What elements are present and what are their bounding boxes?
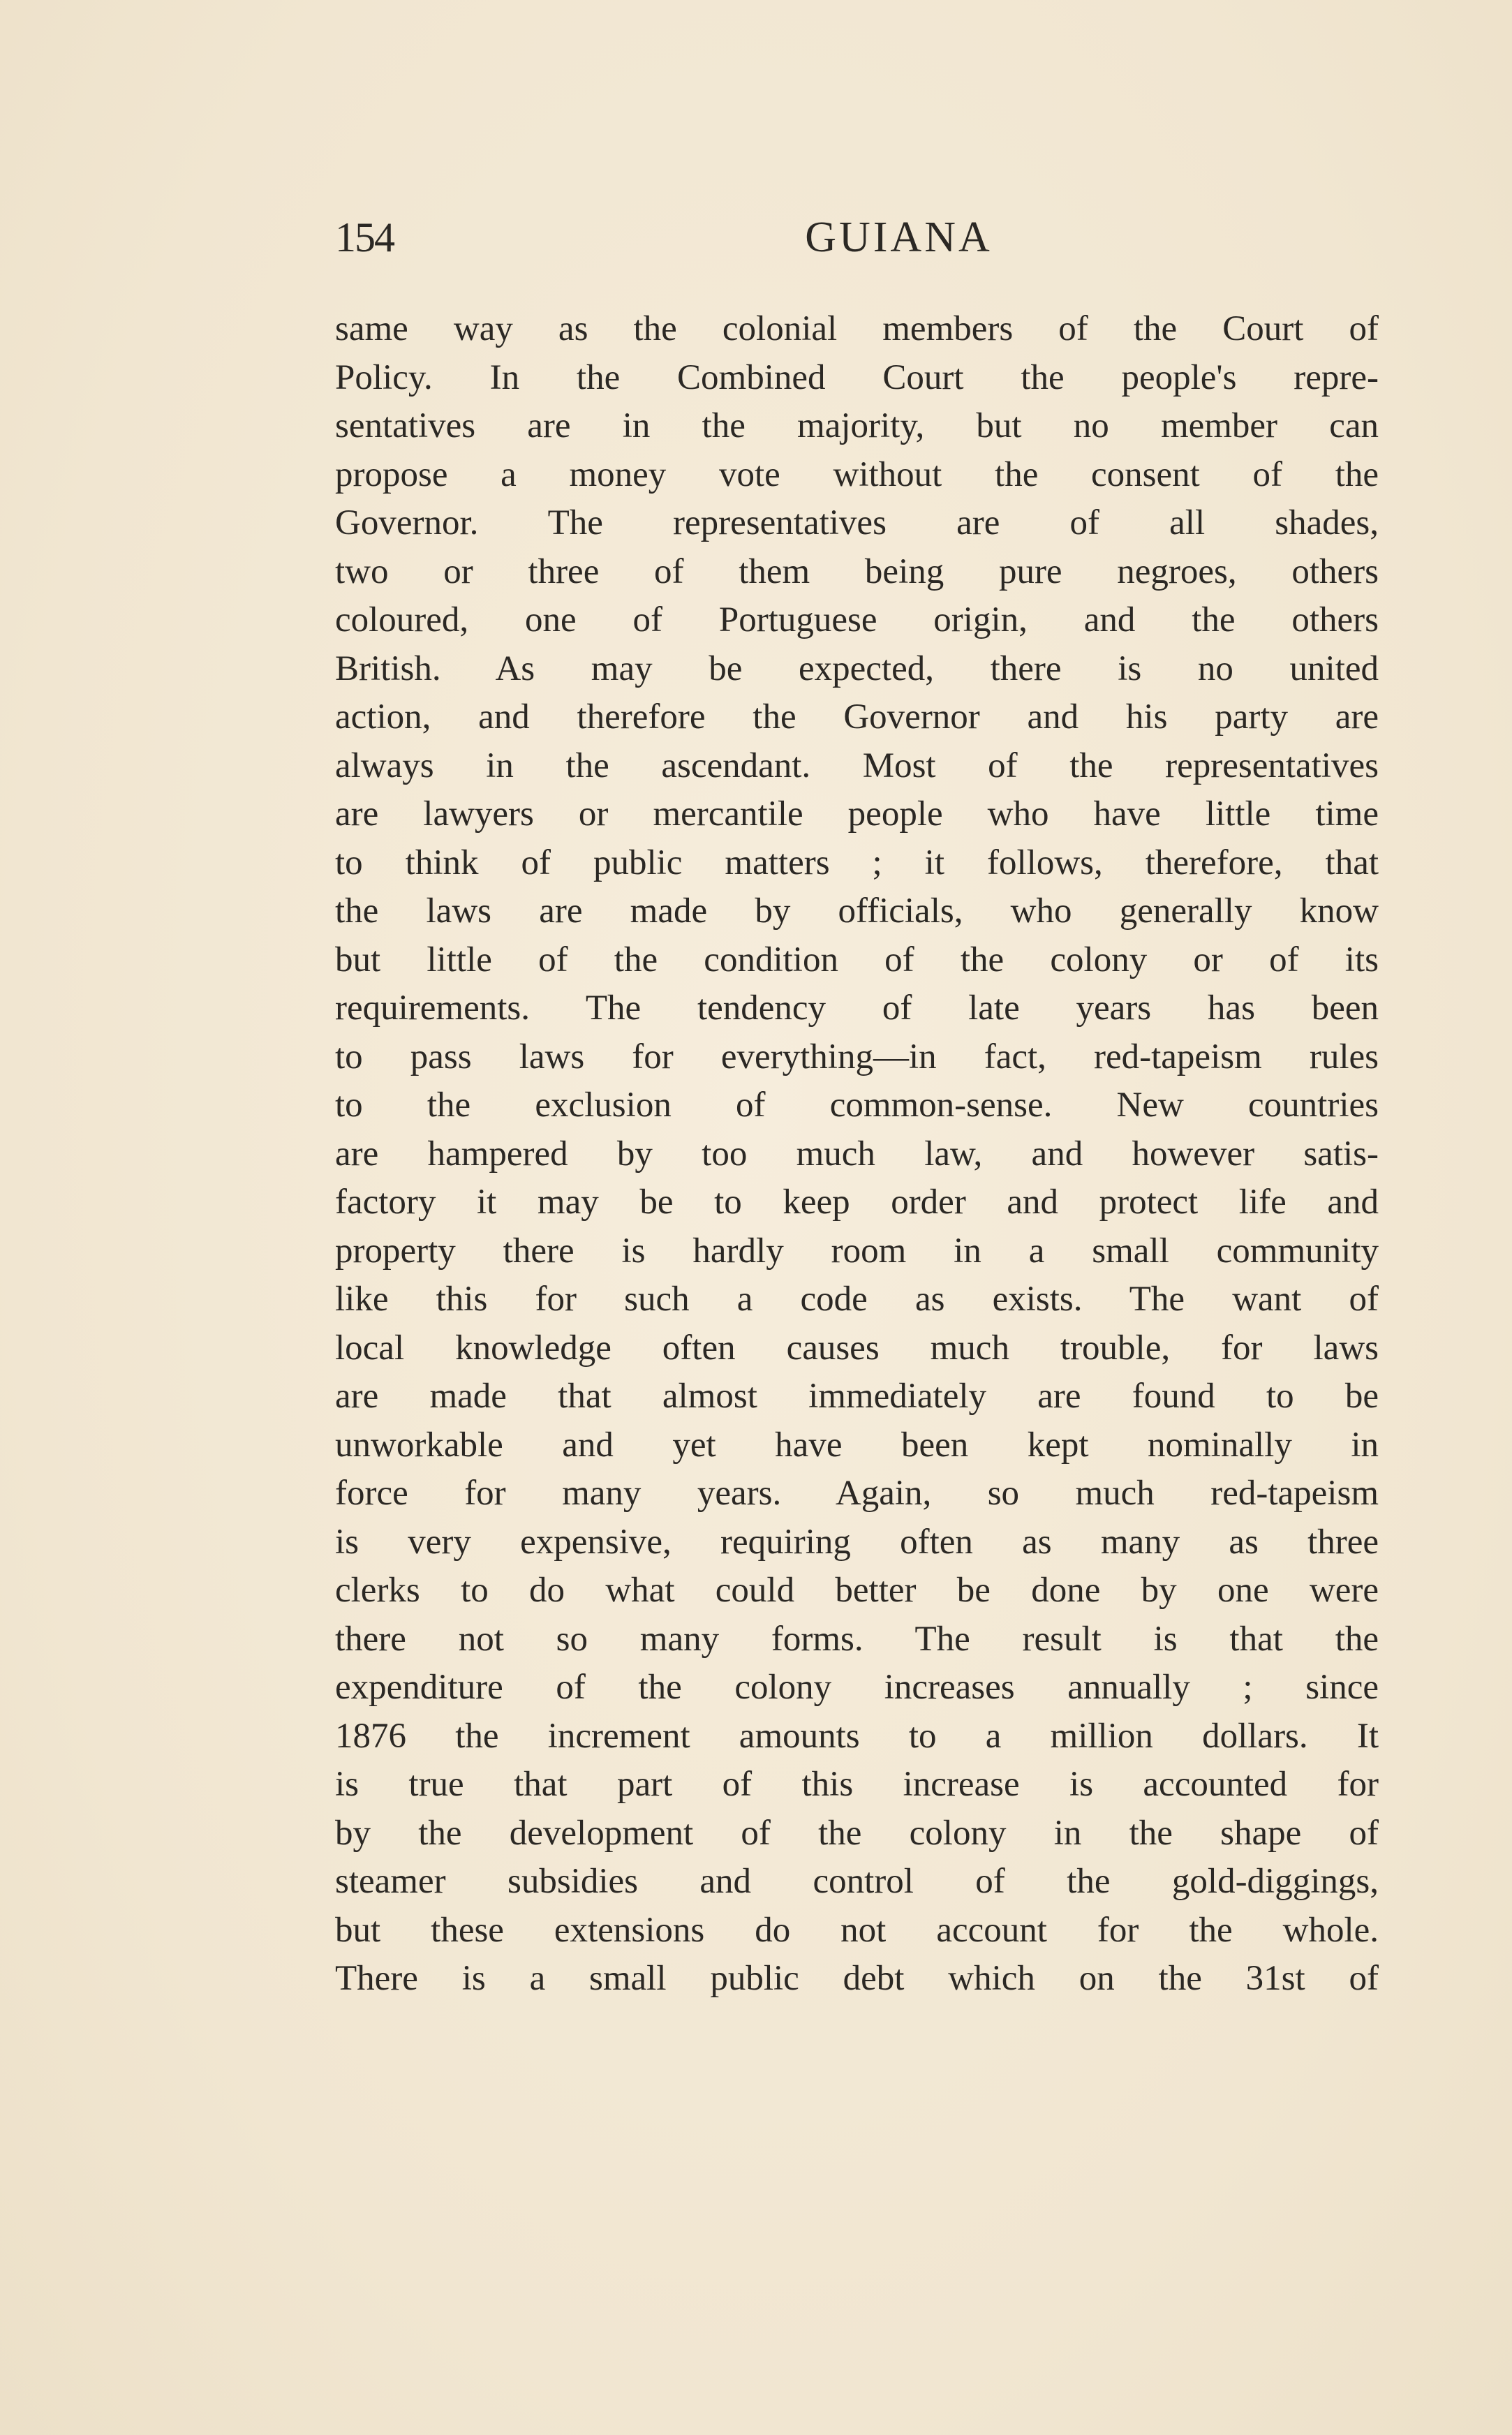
text-line: the laws are made by officials, who generally know: [335, 891, 1379, 931]
body-text: [335, 305, 1379, 2004]
text-line: unworkable and yet have been kept nominally in: [335, 1425, 1379, 1465]
running-title: GUIANA: [805, 214, 993, 261]
text-line: two or three of them being pure negroes, others: [335, 552, 1379, 591]
text-line: property there is hardly room in a small community: [335, 1231, 1379, 1271]
text-line: Governor. The representatives are of all shades,: [335, 503, 1379, 542]
text-line: 1876 the increment amounts to a million dollars. It: [335, 1716, 1379, 1756]
text-line: British. As may be expected, there is no united: [335, 649, 1379, 688]
page-number: 154: [335, 214, 394, 260]
text-line: there not so many forms. The result is that the: [335, 1619, 1379, 1659]
text-line: but little of the condition of the colony or of its: [335, 940, 1379, 979]
text-line: sentatives are in the majority, but no member can: [335, 406, 1379, 445]
text-line: to pass laws for everything—in fact, red-tapeism rules: [335, 1037, 1379, 1076]
text-line: is very expensive, requiring often as many as three: [335, 1522, 1379, 1562]
text-line: factory it may be to keep order and protect life and: [335, 1183, 1379, 1222]
text-line: steamer subsidies and control of the gold-diggings,: [335, 1862, 1379, 1901]
text-line: like this for such a code as exists. The want of: [335, 1280, 1379, 1319]
page-header: [335, 209, 1379, 265]
text-line: propose a money vote without the consent of the: [335, 454, 1379, 494]
text-line: Policy. In the Combined Court the people's repre-: [335, 357, 1379, 397]
text-line: local knowledge often causes much trouble, for laws: [335, 1328, 1379, 1368]
text-line: requirements. The tendency of late years has been: [335, 989, 1379, 1028]
text-line: to the exclusion of common-sense. New countries: [335, 1086, 1379, 1125]
text-line: always in the ascendant. Most of the representatives: [335, 746, 1379, 785]
text-line: to think of public matters ; it follows, therefore, that: [335, 843, 1379, 882]
text-line: There is a small public debt which on the 31st of: [335, 1959, 1379, 1998]
text-line: expenditure of the colony increases annually ; since: [335, 1668, 1379, 1707]
text-line: same way as the colonial members of the Court of: [335, 309, 1379, 348]
text-line: coloured, one of Portuguese origin, and the others: [335, 600, 1379, 639]
text-line: are lawyers or mercantile people who have little time: [335, 794, 1379, 834]
text-line: by the development of the colony in the shape of: [335, 1813, 1379, 1853]
text-line: but these extensions do not account for the whole.: [335, 1910, 1379, 1950]
text-line: are hampered by too much law, and however satis-: [335, 1134, 1379, 1174]
text-line: force for many years. Again, so much red-tapeism: [335, 1474, 1379, 1513]
text-line: clerks to do what could better be done by one were: [335, 1571, 1379, 1610]
text-line: is true that part of this increase is accounted for: [335, 1765, 1379, 1804]
text-line: action, and therefore the Governor and his party are: [335, 697, 1379, 737]
text-line: are made that almost immediately are found to be: [335, 1377, 1379, 1416]
